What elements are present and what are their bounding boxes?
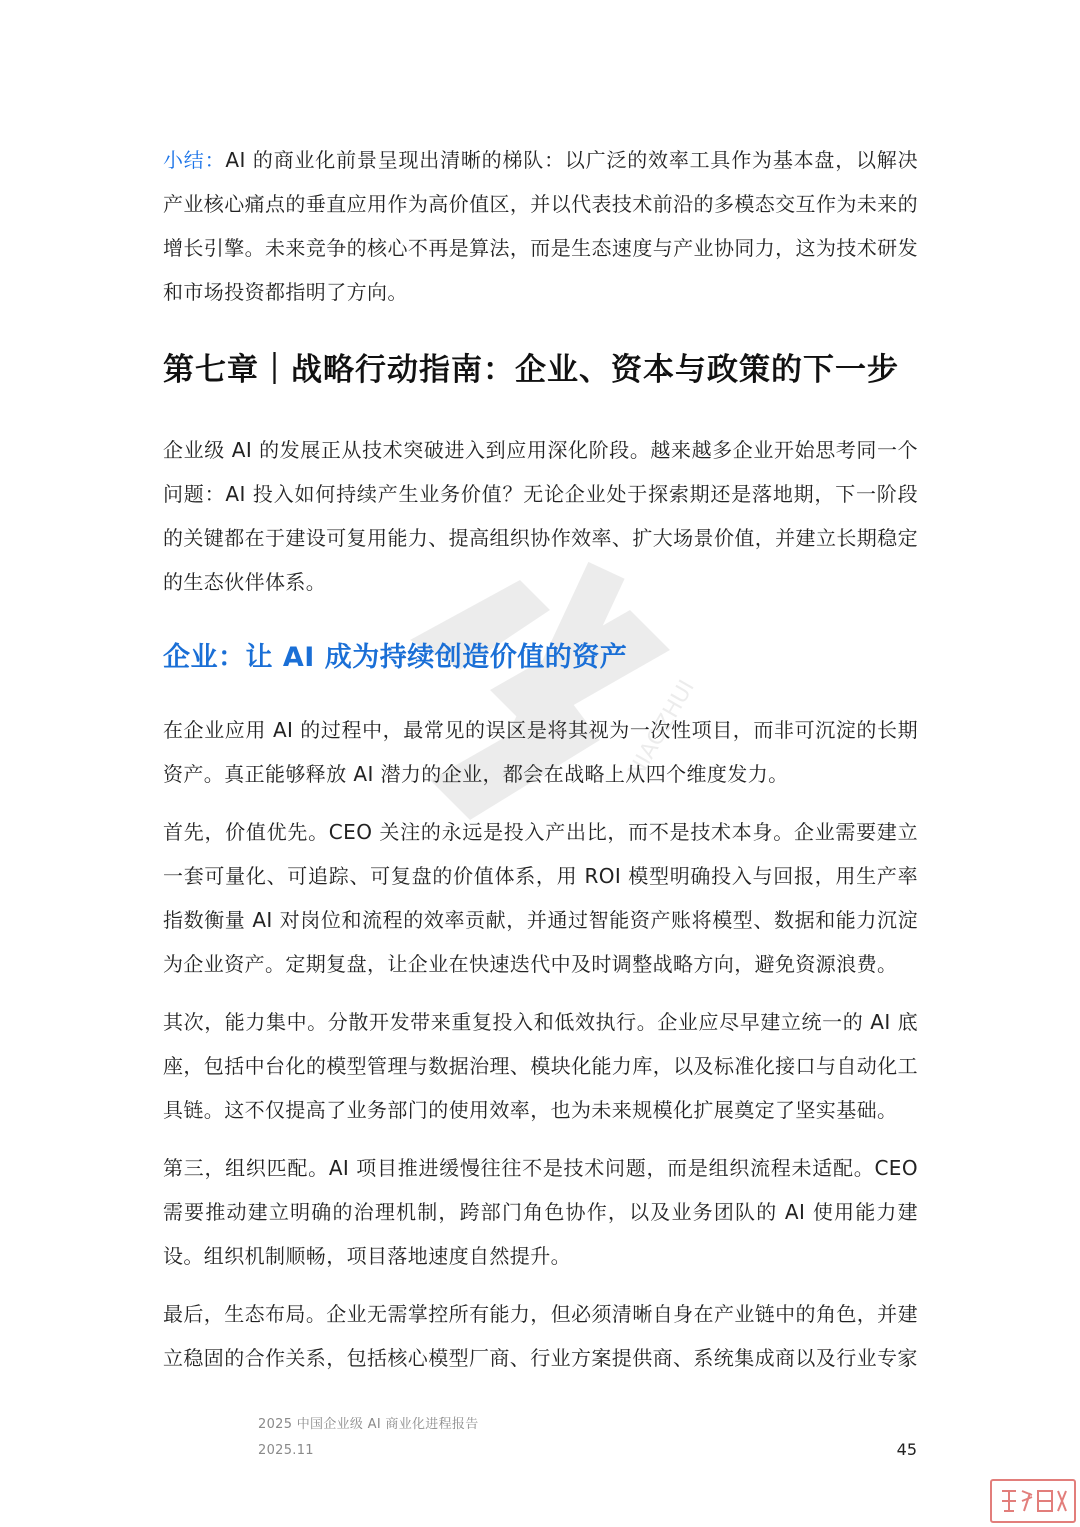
seal-stamp (990, 1479, 1076, 1523)
section-title: 企业：让 AI 成为持续创造价值的资产 (163, 642, 628, 673)
footer-date: 2025.11 (258, 1443, 314, 1458)
section-paragraph: 在企业应用 AI 的过程中，最常见的误区是将其视为一次性项目，而非可沉淀的长期资产。真正能够释放 AI 潜力的企业，都会在战略上从四个维度发力。 (163, 718, 918, 786)
chapter-title: 第七章｜战略行动指南：企业、资本与政策的下一步 (163, 352, 899, 388)
section-paragraph: 最后，生态布局。企业无需掌控所有能力，但必须清晰自身在产业链中的角色，并建立稳固的合作关系，包括核心模型厂商、行业方案提供商、系统集成商以及行业专家 (163, 1302, 918, 1370)
summary-label: 小结： (163, 148, 226, 172)
seal-icon (996, 1485, 1070, 1517)
main-content (163, 138, 918, 1394)
summary-paragraph (163, 138, 918, 314)
chapter-intro-paragraph: 企业级 AI 的发展正从技术突破进入到应用深化阶段。越来越多企业开始思考同一个问题：AI 投入如何持续产生业务价值？无论企业处于探索期还是落地期，下一阶段的关键都在于建设可复用能力、提高组织协作效率、扩大场景价值，并建立长期稳定的生态伙伴体系。 (163, 438, 918, 594)
summary-text: AI 的商业化前景呈现出清晰的梯队：以广泛的效率工具作为基本盘，以解决产业核心痛点的垂直应用作为高价值区，并以代表技术前沿的多模态交互作为未来的增长引擎。未来竞争的核心不再是算法，而是生态速度与产业协同力，这为技术研发和市场投资都指明了方向。 (163, 148, 918, 304)
section-paragraph: 首先，价值优先。CEO 关注的永远是投入产出比，而不是技术本身。企业需要建立一套可量化、可追踪、可复盘的价值体系，用 ROI 模型明确投入与回报，用生产率指数衡量 AI 对岗位和流程的效率贡献，并通过智能资产账将模型、数据和能力沉淀为企业资产。定期复盘，让企业在快速迭代中及时调整战略方向，避免资源浪费。 (163, 820, 918, 976)
footer (258, 1412, 479, 1464)
footer-report-title: 2025 中国企业级 AI 商业化进程报告 (258, 1417, 479, 1432)
section-paragraph: 其次，能力集中。分散开发带来重复投入和低效执行。企业应尽早建立统一的 AI 底座，包括中台化的模型管理与数据治理、模块化能力库，以及标准化接口与自动化工具链。这不仅提高了业务部门的使用效率，也为未来规模化扩展奠定了坚实基础。 (163, 1010, 918, 1122)
section-paragraph: 第三，组织匹配。AI 项目推进缓慢往往不是技术问题，而是组织流程未适配。CEO 需要推动建立明确的治理机制，跨部门角色协作，以及业务团队的 AI 使用能力建设。组织机制顺畅，项目落地速度自然提升。 (163, 1156, 918, 1268)
watermark-text: NIAOZHUI (623, 675, 700, 783)
page-number: 45 (896, 1440, 917, 1459)
